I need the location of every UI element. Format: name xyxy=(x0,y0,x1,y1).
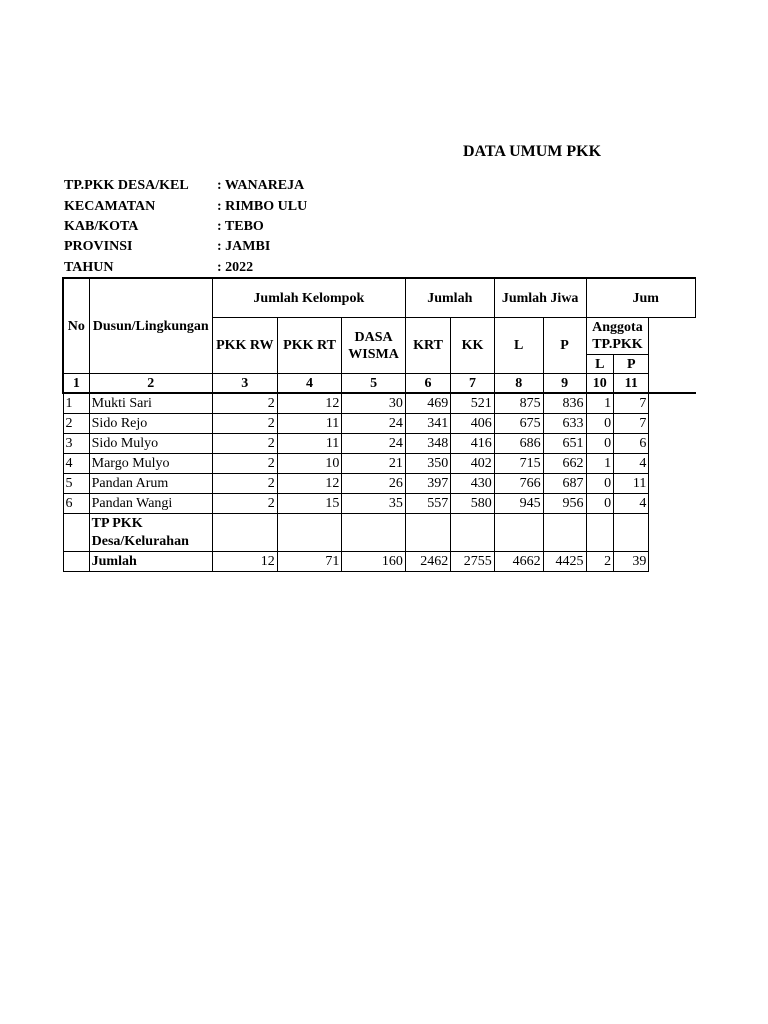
cell-dusun: Sido Rejo xyxy=(89,414,212,434)
table-row xyxy=(63,454,696,474)
cell-pkk-rw: 2 xyxy=(212,434,277,454)
cell-dusun: Sido Mulyo xyxy=(89,434,212,454)
meta-label: PROVINSI xyxy=(64,239,133,255)
cell-anggota-l: 1 xyxy=(586,454,614,474)
column-number-empty xyxy=(649,374,696,394)
column-number: 7 xyxy=(451,374,494,394)
cell-krt: 557 xyxy=(405,494,450,514)
header-jum-cut: Jum xyxy=(586,278,696,318)
cell-pkk-rt: 12 xyxy=(277,474,342,494)
cell-anggota-l: 0 xyxy=(586,434,614,454)
header-no: No xyxy=(63,278,89,374)
cell-l: 945 xyxy=(494,494,543,514)
cell-anggota-p: 6 xyxy=(614,434,649,454)
header-info xyxy=(64,176,307,278)
meta-value: : RIMBO ULU xyxy=(217,198,308,214)
cell-empty xyxy=(649,414,696,434)
cell-kk: 406 xyxy=(451,414,494,434)
cell-empty xyxy=(405,514,450,552)
meta-value: : 2022 xyxy=(217,259,254,275)
cell-p: 651 xyxy=(543,434,586,454)
cell-no: 1 xyxy=(63,393,89,414)
cell-l: 875 xyxy=(494,393,543,414)
cell-anggota-l: 0 xyxy=(586,474,614,494)
column-number: 10 xyxy=(586,374,614,394)
cell-p: 662 xyxy=(543,454,586,474)
cell-no: 2 xyxy=(63,414,89,434)
table-row xyxy=(63,434,696,454)
cell-no xyxy=(63,514,89,552)
cell-empty xyxy=(543,514,586,552)
cell-krt: 397 xyxy=(405,474,450,494)
cell-empty xyxy=(649,552,696,572)
cell-total-dasa-wisma: 160 xyxy=(342,552,406,572)
header-dusun: Dusun/Lingkungan xyxy=(89,278,212,374)
cell-krt: 341 xyxy=(405,414,450,434)
cell-l: 766 xyxy=(494,474,543,494)
cell-no: 5 xyxy=(63,474,89,494)
cell-empty xyxy=(649,514,696,552)
cell-empty xyxy=(342,514,406,552)
column-number: 3 xyxy=(212,374,277,394)
column-number: 2 xyxy=(89,374,212,394)
column-number: 9 xyxy=(543,374,586,394)
cell-total-label: Jumlah xyxy=(89,552,212,572)
data-table xyxy=(62,277,696,572)
cell-empty xyxy=(614,514,649,552)
cell-dasa-wisma: 26 xyxy=(342,474,406,494)
header-anggota-p: P xyxy=(614,355,649,374)
meta-value: : JAMBI xyxy=(217,239,271,255)
header-pkk-rt: PKK RT xyxy=(277,318,342,374)
cell-no: 4 xyxy=(63,454,89,474)
cell-total-p: 4425 xyxy=(543,552,586,572)
page-title: DATA UMUM PKK xyxy=(463,143,602,160)
cell-empty xyxy=(494,514,543,552)
cell-p: 836 xyxy=(543,393,586,414)
cell-no xyxy=(63,552,89,572)
meta-row-provinsi xyxy=(64,237,307,257)
cell-anggota-l: 0 xyxy=(586,494,614,514)
cell-total-kk: 2755 xyxy=(451,552,494,572)
cell-dusun: Pandan Wangi xyxy=(89,494,212,514)
header-p: P xyxy=(543,318,586,374)
cell-anggota-p: 4 xyxy=(614,494,649,514)
cell-pkk-rt: 11 xyxy=(277,434,342,454)
cell-dasa-wisma: 24 xyxy=(342,434,406,454)
table-row xyxy=(63,494,696,514)
cell-empty xyxy=(277,514,342,552)
cell-total-krt: 2462 xyxy=(405,552,450,572)
table-row xyxy=(63,474,696,494)
table-row-tp-pkk xyxy=(63,514,696,552)
cell-empty xyxy=(212,514,277,552)
cell-dasa-wisma: 35 xyxy=(342,494,406,514)
cell-pkk-rt: 11 xyxy=(277,414,342,434)
cell-total-pkk-rt: 71 xyxy=(277,552,342,572)
header-pkk-rw: PKK RW xyxy=(212,318,277,374)
cell-kk: 416 xyxy=(451,434,494,454)
meta-label: TAHUN xyxy=(64,259,114,275)
cell-p: 687 xyxy=(543,474,586,494)
column-number: 5 xyxy=(342,374,406,394)
meta-label: KAB/KOTA xyxy=(64,218,139,234)
cell-empty xyxy=(649,494,696,514)
cell-l: 675 xyxy=(494,414,543,434)
cell-pkk-rt: 10 xyxy=(277,454,342,474)
cell-anggota-p: 7 xyxy=(614,393,649,414)
cell-dasa-wisma: 21 xyxy=(342,454,406,474)
meta-label: KECAMATAN xyxy=(64,198,156,214)
cell-p: 956 xyxy=(543,494,586,514)
column-number: 1 xyxy=(63,374,89,394)
cell-dasa-wisma: 24 xyxy=(342,414,406,434)
cell-pkk-rw: 2 xyxy=(212,454,277,474)
header-jumlah-kelompok: Jumlah Kelompok xyxy=(212,278,405,318)
cell-tp-pkk-label: TP PKK Desa/Kelurahan xyxy=(89,514,212,552)
cell-krt: 350 xyxy=(405,454,450,474)
meta-value: : TEBO xyxy=(217,218,264,234)
header-krt: KRT xyxy=(405,318,450,374)
cell-empty xyxy=(586,514,614,552)
meta-row-kabkota xyxy=(64,217,307,237)
cell-no: 3 xyxy=(63,434,89,454)
cell-pkk-rw: 2 xyxy=(212,414,277,434)
cell-krt: 348 xyxy=(405,434,450,454)
cell-pkk-rt: 12 xyxy=(277,393,342,414)
cell-total-pkk-rw: 12 xyxy=(212,552,277,572)
cell-dusun: Margo Mulyo xyxy=(89,454,212,474)
meta-label: TP.PKK DESA/KEL xyxy=(64,178,189,194)
header-anggota-tppkk: Anggota TP.PKK xyxy=(586,318,649,355)
header-l: L xyxy=(494,318,543,374)
table-row-total xyxy=(63,552,696,572)
cell-empty xyxy=(451,514,494,552)
cell-anggota-p: 7 xyxy=(614,414,649,434)
column-number: 4 xyxy=(277,374,342,394)
cell-l: 715 xyxy=(494,454,543,474)
cell-pkk-rw: 2 xyxy=(212,474,277,494)
table-row xyxy=(63,393,696,414)
header-jumlah: Jumlah xyxy=(405,278,494,318)
cell-total-anggota-p: 39 xyxy=(614,552,649,572)
cell-total-l: 4662 xyxy=(494,552,543,572)
cell-pkk-rw: 2 xyxy=(212,494,277,514)
meta-row-kecamatan xyxy=(64,196,307,216)
cell-empty xyxy=(649,474,696,494)
table-row xyxy=(63,414,696,434)
cell-no: 6 xyxy=(63,494,89,514)
cell-anggota-l: 0 xyxy=(586,414,614,434)
cell-l: 686 xyxy=(494,434,543,454)
cell-pkk-rt: 15 xyxy=(277,494,342,514)
column-number: 6 xyxy=(405,374,450,394)
cell-dusun: Mukti Sari xyxy=(89,393,212,414)
header-empty xyxy=(649,318,696,374)
cell-total-anggota-l: 2 xyxy=(586,552,614,572)
meta-row-desa xyxy=(64,176,307,196)
cell-empty xyxy=(649,393,696,414)
cell-kk: 521 xyxy=(451,393,494,414)
header-anggota-l: L xyxy=(586,355,614,374)
header-dasa-wisma: DASA WISMA xyxy=(342,318,406,374)
cell-empty xyxy=(649,454,696,474)
header-kk: KK xyxy=(451,318,494,374)
cell-dasa-wisma: 30 xyxy=(342,393,406,414)
column-number: 8 xyxy=(494,374,543,394)
cell-anggota-p: 11 xyxy=(614,474,649,494)
column-number: 11 xyxy=(614,374,649,394)
data-table-container xyxy=(62,277,696,579)
cell-pkk-rw: 2 xyxy=(212,393,277,414)
cell-kk: 402 xyxy=(451,454,494,474)
cell-empty xyxy=(649,434,696,454)
cell-anggota-p: 4 xyxy=(614,454,649,474)
cell-p: 633 xyxy=(543,414,586,434)
meta-value: : WANAREJA xyxy=(217,178,305,194)
cell-kk: 580 xyxy=(451,494,494,514)
cell-dusun: Pandan Arum xyxy=(89,474,212,494)
meta-row-tahun xyxy=(64,258,307,278)
cell-krt: 469 xyxy=(405,393,450,414)
header-jumlah-jiwa: Jumlah Jiwa xyxy=(494,278,586,318)
cell-anggota-l: 1 xyxy=(586,393,614,414)
cell-kk: 430 xyxy=(451,474,494,494)
